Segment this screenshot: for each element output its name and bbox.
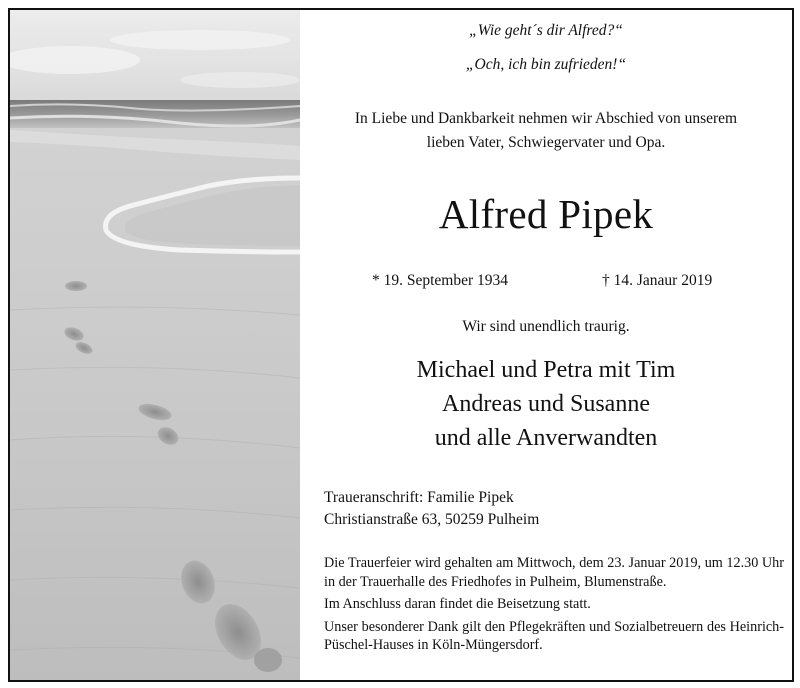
mourners-list: [300, 353, 792, 455]
address-line-1: Traueranschrift: Familie Pipek: [324, 489, 514, 506]
beach-footprints-photo: [10, 10, 300, 680]
obituary-notice: [8, 8, 794, 682]
notice-text-column: [300, 10, 792, 680]
ceremony-info: [324, 554, 784, 655]
quote-answer: „Och, ich bin zufrieden!“: [465, 56, 627, 73]
burial-info: Im Anschluss daran findet die Beisetzung statt.: [324, 596, 591, 612]
mourner-line: und alle Anverwandten: [434, 425, 658, 451]
intro-text: [300, 107, 792, 155]
mourning-address: [324, 487, 784, 531]
birth-date: * 19. September 1934: [372, 272, 509, 289]
sentiment-line: Wir sind unendlich traurig.: [462, 318, 630, 335]
deceased-name: Alfred Pipek: [438, 191, 654, 237]
death-date: † 14. Janaur 2019: [602, 272, 713, 289]
address-line-2: Christianstraße 63, 50259 Pulheim: [324, 511, 540, 528]
funeral-info: Die Trauerfeier wird gehalten am Mittwoch, dem 23. Januar 2019, um 12.30 Uhr in der Trauerhalle des Friedhofes in Pulheim, Blumenstraße.: [324, 555, 784, 590]
quote-question: „Wie geht´s dir Alfred?“: [469, 22, 623, 39]
mourner-line: Michael und Petra mit Tim: [416, 357, 676, 383]
thanks-text: Unser besonderer Dank gilt den Pflegekräften und Sozialbetreuern des Heinrich-Püschel-Hauses in Köln-Müngersdorf.: [324, 618, 784, 653]
intro-line-2: lieben Vater, Schwiegervater und Opa.: [426, 134, 666, 151]
mourner-line: Andreas und Susanne: [442, 391, 650, 417]
intro-line-1: In Liebe und Dankbarkeit nehmen wir Abschied von unserem: [354, 110, 738, 127]
